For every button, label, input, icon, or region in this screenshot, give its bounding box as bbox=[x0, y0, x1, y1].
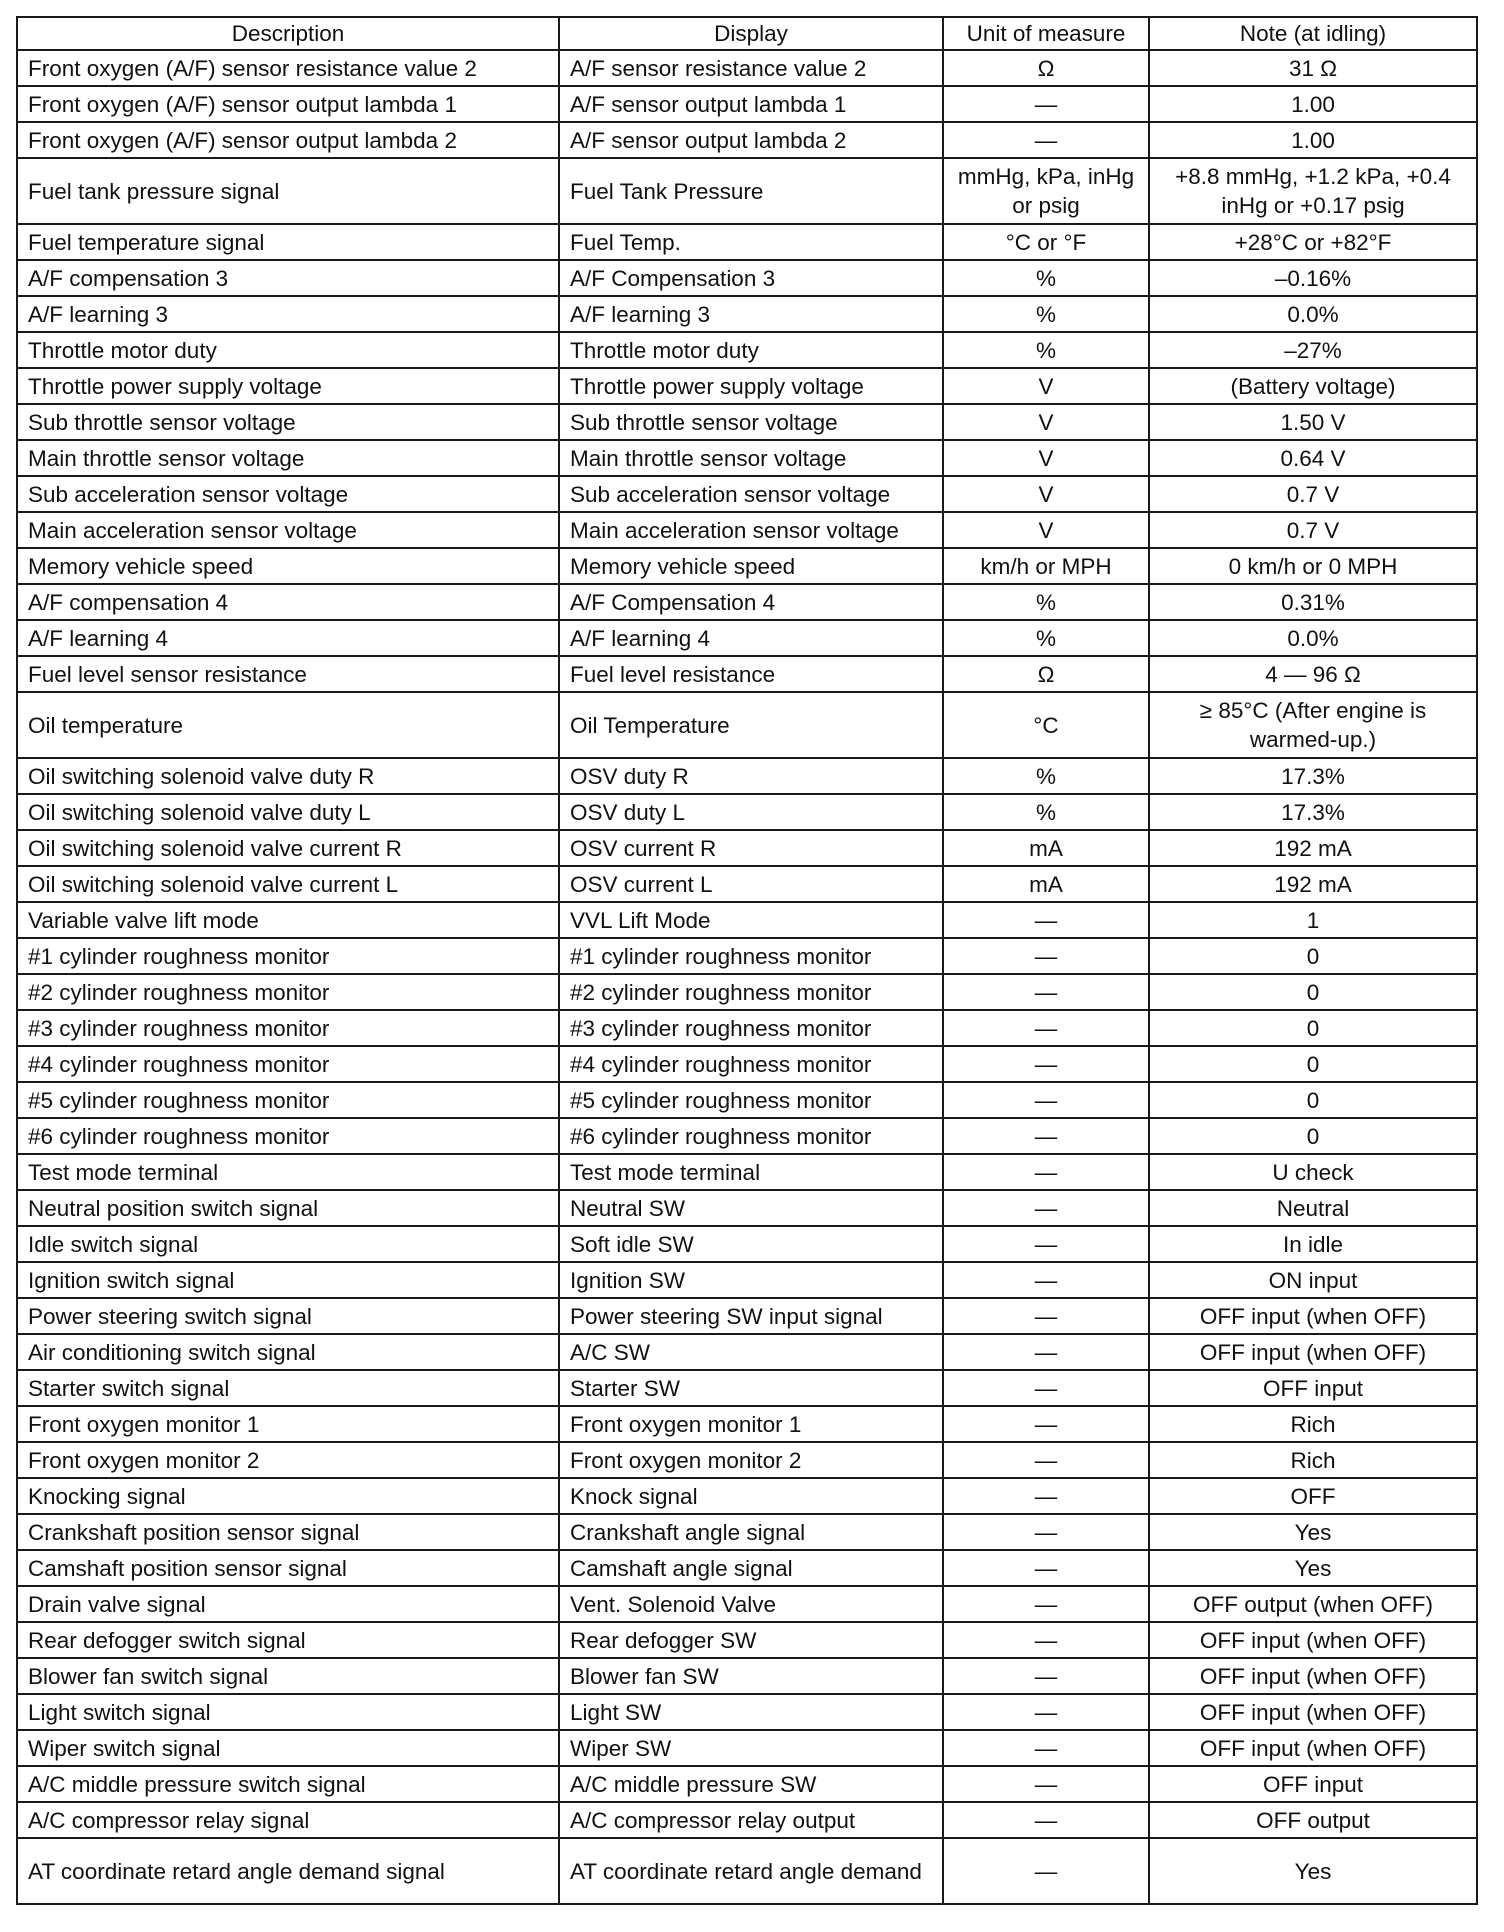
note-cell: OFF input bbox=[1149, 1766, 1477, 1802]
table-row bbox=[17, 1370, 1477, 1406]
display-cell: Camshaft angle signal bbox=[559, 1550, 943, 1586]
table-row bbox=[17, 122, 1477, 158]
table-row bbox=[17, 1730, 1477, 1766]
description-cell: A/F learning 4 bbox=[17, 620, 559, 656]
note-cell: 0 bbox=[1149, 1118, 1477, 1154]
unit-cell: V bbox=[943, 512, 1149, 548]
note-cell: –0.16% bbox=[1149, 260, 1477, 296]
note-cell: 31 Ω bbox=[1149, 50, 1477, 86]
description-cell: Sub acceleration sensor voltage bbox=[17, 476, 559, 512]
display-cell: Sub acceleration sensor voltage bbox=[559, 476, 943, 512]
display-cell: Fuel Temp. bbox=[559, 224, 943, 260]
display-cell: A/F Compensation 3 bbox=[559, 260, 943, 296]
unit-cell: — bbox=[943, 1838, 1149, 1904]
note-cell: OFF bbox=[1149, 1478, 1477, 1514]
unit-cell: km/h or MPH bbox=[943, 548, 1149, 584]
display-cell: Neutral SW bbox=[559, 1190, 943, 1226]
unit-cell: — bbox=[943, 1514, 1149, 1550]
unit-cell: — bbox=[943, 974, 1149, 1010]
note-cell: 0.7 V bbox=[1149, 512, 1477, 548]
note-cell: 0 bbox=[1149, 974, 1477, 1010]
table-row bbox=[17, 296, 1477, 332]
description-cell: Fuel temperature signal bbox=[17, 224, 559, 260]
description-cell: Fuel tank pressure signal bbox=[17, 158, 559, 224]
display-cell: A/C middle pressure SW bbox=[559, 1766, 943, 1802]
table-row bbox=[17, 1514, 1477, 1550]
table-header-row bbox=[17, 17, 1477, 50]
unit-cell: — bbox=[943, 902, 1149, 938]
note-cell: Rich bbox=[1149, 1406, 1477, 1442]
display-cell: #3 cylinder roughness monitor bbox=[559, 1010, 943, 1046]
description-cell: #4 cylinder roughness monitor bbox=[17, 1046, 559, 1082]
unit-cell: — bbox=[943, 1442, 1149, 1478]
note-cell: In idle bbox=[1149, 1226, 1477, 1262]
note-cell: OFF input (when OFF) bbox=[1149, 1334, 1477, 1370]
table-row bbox=[17, 1406, 1477, 1442]
display-cell: A/F sensor output lambda 2 bbox=[559, 122, 943, 158]
display-cell: OSV duty R bbox=[559, 758, 943, 794]
note-cell: 192 mA bbox=[1149, 830, 1477, 866]
table-row bbox=[17, 1190, 1477, 1226]
description-cell: Air conditioning switch signal bbox=[17, 1334, 559, 1370]
unit-cell: — bbox=[943, 1262, 1149, 1298]
display-cell: Main throttle sensor voltage bbox=[559, 440, 943, 476]
table-row bbox=[17, 620, 1477, 656]
note-cell: 0.7 V bbox=[1149, 476, 1477, 512]
display-cell: OSV current R bbox=[559, 830, 943, 866]
table-row bbox=[17, 866, 1477, 902]
description-cell: A/F compensation 3 bbox=[17, 260, 559, 296]
note-cell: 0.0% bbox=[1149, 296, 1477, 332]
unit-cell: — bbox=[943, 1226, 1149, 1262]
unit-cell: % bbox=[943, 260, 1149, 296]
unit-cell: — bbox=[943, 1370, 1149, 1406]
unit-cell: % bbox=[943, 758, 1149, 794]
description-cell: Throttle power supply voltage bbox=[17, 368, 559, 404]
display-cell: Rear defogger SW bbox=[559, 1622, 943, 1658]
note-cell: Yes bbox=[1149, 1514, 1477, 1550]
unit-cell: — bbox=[943, 938, 1149, 974]
note-cell: 192 mA bbox=[1149, 866, 1477, 902]
description-cell: Light switch signal bbox=[17, 1694, 559, 1730]
description-cell: Front oxygen monitor 1 bbox=[17, 1406, 559, 1442]
display-cell: #5 cylinder roughness monitor bbox=[559, 1082, 943, 1118]
display-cell: A/F sensor resistance value 2 bbox=[559, 50, 943, 86]
description-cell: Neutral position switch signal bbox=[17, 1190, 559, 1226]
display-cell: OSV duty L bbox=[559, 794, 943, 830]
note-cell: OFF input (when OFF) bbox=[1149, 1298, 1477, 1334]
display-cell: Power steering SW input signal bbox=[559, 1298, 943, 1334]
description-cell: Oil switching solenoid valve current L bbox=[17, 866, 559, 902]
unit-cell: V bbox=[943, 440, 1149, 476]
display-cell: Front oxygen monitor 1 bbox=[559, 1406, 943, 1442]
table-row bbox=[17, 260, 1477, 296]
description-cell: Blower fan switch signal bbox=[17, 1658, 559, 1694]
table-row bbox=[17, 158, 1477, 224]
note-cell: +8.8 mmHg, +1.2 kPa, +0.4 inHg or +0.17 psig bbox=[1149, 158, 1477, 224]
table-row bbox=[17, 1838, 1477, 1904]
description-cell: #3 cylinder roughness monitor bbox=[17, 1010, 559, 1046]
table-row bbox=[17, 1550, 1477, 1586]
note-cell: OFF input (when OFF) bbox=[1149, 1730, 1477, 1766]
note-cell: (Battery voltage) bbox=[1149, 368, 1477, 404]
table-row bbox=[17, 1046, 1477, 1082]
header-display: Display bbox=[559, 17, 943, 50]
unit-cell: % bbox=[943, 332, 1149, 368]
unit-cell: — bbox=[943, 1334, 1149, 1370]
note-cell: 0.64 V bbox=[1149, 440, 1477, 476]
display-cell: Throttle motor duty bbox=[559, 332, 943, 368]
table-row bbox=[17, 476, 1477, 512]
note-cell: U check bbox=[1149, 1154, 1477, 1190]
description-cell: Oil switching solenoid valve duty R bbox=[17, 758, 559, 794]
table-row bbox=[17, 224, 1477, 260]
description-cell: Main acceleration sensor voltage bbox=[17, 512, 559, 548]
note-cell: Neutral bbox=[1149, 1190, 1477, 1226]
table-row bbox=[17, 368, 1477, 404]
display-cell: VVL Lift Mode bbox=[559, 902, 943, 938]
display-cell: Soft idle SW bbox=[559, 1226, 943, 1262]
display-cell: Oil Temperature bbox=[559, 692, 943, 758]
display-cell: Front oxygen monitor 2 bbox=[559, 1442, 943, 1478]
table-row bbox=[17, 938, 1477, 974]
display-cell: #4 cylinder roughness monitor bbox=[559, 1046, 943, 1082]
table-row bbox=[17, 1226, 1477, 1262]
note-cell: 0.0% bbox=[1149, 620, 1477, 656]
description-cell: Ignition switch signal bbox=[17, 1262, 559, 1298]
unit-cell: — bbox=[943, 1730, 1149, 1766]
note-cell: 0 bbox=[1149, 1046, 1477, 1082]
unit-cell: °C or °F bbox=[943, 224, 1149, 260]
description-cell: A/C middle pressure switch signal bbox=[17, 1766, 559, 1802]
header-note: Note (at idling) bbox=[1149, 17, 1477, 50]
unit-cell: % bbox=[943, 620, 1149, 656]
table-row bbox=[17, 1766, 1477, 1802]
note-cell: 1.00 bbox=[1149, 122, 1477, 158]
table-row bbox=[17, 758, 1477, 794]
description-cell: AT coordinate retard angle demand signal bbox=[17, 1838, 559, 1904]
note-cell: 1.00 bbox=[1149, 86, 1477, 122]
unit-cell: — bbox=[943, 1082, 1149, 1118]
description-cell: Knocking signal bbox=[17, 1478, 559, 1514]
unit-cell: — bbox=[943, 1010, 1149, 1046]
description-cell: Oil switching solenoid valve current R bbox=[17, 830, 559, 866]
unit-cell: V bbox=[943, 476, 1149, 512]
table-row bbox=[17, 440, 1477, 476]
unit-cell: mmHg, kPa, inHg or psig bbox=[943, 158, 1149, 224]
description-cell: #2 cylinder roughness monitor bbox=[17, 974, 559, 1010]
display-cell: A/F Compensation 4 bbox=[559, 584, 943, 620]
display-cell: Test mode terminal bbox=[559, 1154, 943, 1190]
data-table-container bbox=[16, 16, 1476, 1905]
table-row bbox=[17, 656, 1477, 692]
unit-cell: — bbox=[943, 1802, 1149, 1838]
note-cell: OFF input (when OFF) bbox=[1149, 1622, 1477, 1658]
display-cell: AT coordinate retard angle demand bbox=[559, 1838, 943, 1904]
unit-cell: — bbox=[943, 1586, 1149, 1622]
unit-cell: — bbox=[943, 86, 1149, 122]
unit-cell: % bbox=[943, 794, 1149, 830]
table-row bbox=[17, 584, 1477, 620]
table-body bbox=[17, 50, 1477, 1904]
display-cell: Blower fan SW bbox=[559, 1658, 943, 1694]
description-cell: Drain valve signal bbox=[17, 1586, 559, 1622]
description-cell: Front oxygen (A/F) sensor output lambda 2 bbox=[17, 122, 559, 158]
table-row bbox=[17, 1298, 1477, 1334]
description-cell: #1 cylinder roughness monitor bbox=[17, 938, 559, 974]
display-cell: Vent. Solenoid Valve bbox=[559, 1586, 943, 1622]
description-cell: Idle switch signal bbox=[17, 1226, 559, 1262]
display-cell: Throttle power supply voltage bbox=[559, 368, 943, 404]
table-row bbox=[17, 1586, 1477, 1622]
display-cell: Light SW bbox=[559, 1694, 943, 1730]
description-cell: Sub throttle sensor voltage bbox=[17, 404, 559, 440]
display-cell: #1 cylinder roughness monitor bbox=[559, 938, 943, 974]
unit-cell: Ω bbox=[943, 50, 1149, 86]
table-row bbox=[17, 332, 1477, 368]
table-row bbox=[17, 1802, 1477, 1838]
unit-cell: — bbox=[943, 1550, 1149, 1586]
description-cell: Memory vehicle speed bbox=[17, 548, 559, 584]
description-cell: Fuel level sensor resistance bbox=[17, 656, 559, 692]
table-row bbox=[17, 548, 1477, 584]
table-row bbox=[17, 404, 1477, 440]
description-cell: Front oxygen (A/F) sensor resistance value 2 bbox=[17, 50, 559, 86]
description-cell: Test mode terminal bbox=[17, 1154, 559, 1190]
unit-cell: — bbox=[943, 1046, 1149, 1082]
table-row bbox=[17, 1478, 1477, 1514]
description-cell: Throttle motor duty bbox=[17, 332, 559, 368]
header-unit: Unit of measure bbox=[943, 17, 1149, 50]
unit-cell: — bbox=[943, 1190, 1149, 1226]
note-cell: OFF output (when OFF) bbox=[1149, 1586, 1477, 1622]
note-cell: 0.31% bbox=[1149, 584, 1477, 620]
display-cell: Fuel level resistance bbox=[559, 656, 943, 692]
unit-cell: — bbox=[943, 122, 1149, 158]
description-cell: Variable valve lift mode bbox=[17, 902, 559, 938]
note-cell: OFF output bbox=[1149, 1802, 1477, 1838]
description-cell: Rear defogger switch signal bbox=[17, 1622, 559, 1658]
unit-cell: V bbox=[943, 368, 1149, 404]
display-cell: A/F learning 3 bbox=[559, 296, 943, 332]
note-cell: 4 — 96 Ω bbox=[1149, 656, 1477, 692]
description-cell: Oil temperature bbox=[17, 692, 559, 758]
unit-cell: % bbox=[943, 584, 1149, 620]
note-cell: 0 bbox=[1149, 1082, 1477, 1118]
unit-cell: — bbox=[943, 1622, 1149, 1658]
display-cell: A/C compressor relay output bbox=[559, 1802, 943, 1838]
table-row bbox=[17, 512, 1477, 548]
unit-cell: % bbox=[943, 296, 1149, 332]
note-cell: ≥ 85°C (After engine is warmed-up.) bbox=[1149, 692, 1477, 758]
header-description: Description bbox=[17, 17, 559, 50]
description-cell: Starter switch signal bbox=[17, 1370, 559, 1406]
note-cell: –27% bbox=[1149, 332, 1477, 368]
unit-cell: — bbox=[943, 1154, 1149, 1190]
table-row bbox=[17, 1154, 1477, 1190]
description-cell: A/F learning 3 bbox=[17, 296, 559, 332]
note-cell: 17.3% bbox=[1149, 794, 1477, 830]
display-cell: Fuel Tank Pressure bbox=[559, 158, 943, 224]
note-cell: OFF input (when OFF) bbox=[1149, 1658, 1477, 1694]
unit-cell: — bbox=[943, 1406, 1149, 1442]
display-cell: A/C SW bbox=[559, 1334, 943, 1370]
table-row bbox=[17, 974, 1477, 1010]
table-row bbox=[17, 1262, 1477, 1298]
table-row bbox=[17, 1442, 1477, 1478]
unit-cell: V bbox=[943, 404, 1149, 440]
unit-cell: °C bbox=[943, 692, 1149, 758]
unit-cell: Ω bbox=[943, 656, 1149, 692]
display-cell: Knock signal bbox=[559, 1478, 943, 1514]
table-row bbox=[17, 692, 1477, 758]
table-row bbox=[17, 1334, 1477, 1370]
unit-cell: — bbox=[943, 1766, 1149, 1802]
display-cell: Main acceleration sensor voltage bbox=[559, 512, 943, 548]
display-cell: Crankshaft angle signal bbox=[559, 1514, 943, 1550]
table-row bbox=[17, 830, 1477, 866]
description-cell: A/C compressor relay signal bbox=[17, 1802, 559, 1838]
description-cell: Oil switching solenoid valve duty L bbox=[17, 794, 559, 830]
display-cell: #6 cylinder roughness monitor bbox=[559, 1118, 943, 1154]
unit-cell: — bbox=[943, 1658, 1149, 1694]
note-cell: OFF input bbox=[1149, 1370, 1477, 1406]
unit-cell: — bbox=[943, 1694, 1149, 1730]
description-cell: Camshaft position sensor signal bbox=[17, 1550, 559, 1586]
note-cell: OFF input (when OFF) bbox=[1149, 1694, 1477, 1730]
note-cell: Yes bbox=[1149, 1838, 1477, 1904]
note-cell: 0 bbox=[1149, 938, 1477, 974]
table-row bbox=[17, 902, 1477, 938]
note-cell: ON input bbox=[1149, 1262, 1477, 1298]
note-cell: Yes bbox=[1149, 1550, 1477, 1586]
unit-cell: mA bbox=[943, 866, 1149, 902]
table-row bbox=[17, 1694, 1477, 1730]
table-row bbox=[17, 1082, 1477, 1118]
display-cell: Memory vehicle speed bbox=[559, 548, 943, 584]
display-cell: Wiper SW bbox=[559, 1730, 943, 1766]
description-cell: Wiper switch signal bbox=[17, 1730, 559, 1766]
note-cell: 1 bbox=[1149, 902, 1477, 938]
description-cell: Front oxygen monitor 2 bbox=[17, 1442, 559, 1478]
table-row bbox=[17, 794, 1477, 830]
description-cell: A/F compensation 4 bbox=[17, 584, 559, 620]
note-cell: 0 km/h or 0 MPH bbox=[1149, 548, 1477, 584]
table-row bbox=[17, 1658, 1477, 1694]
unit-cell: — bbox=[943, 1118, 1149, 1154]
description-cell: #6 cylinder roughness monitor bbox=[17, 1118, 559, 1154]
table-row bbox=[17, 1622, 1477, 1658]
display-cell: #2 cylinder roughness monitor bbox=[559, 974, 943, 1010]
description-cell: Crankshaft position sensor signal bbox=[17, 1514, 559, 1550]
monitor-data-table bbox=[16, 16, 1478, 1905]
table-row bbox=[17, 50, 1477, 86]
display-cell: Starter SW bbox=[559, 1370, 943, 1406]
note-cell: +28°C or +82°F bbox=[1149, 224, 1477, 260]
display-cell: OSV current L bbox=[559, 866, 943, 902]
table-row bbox=[17, 1118, 1477, 1154]
display-cell: A/F learning 4 bbox=[559, 620, 943, 656]
description-cell: #5 cylinder roughness monitor bbox=[17, 1082, 559, 1118]
description-cell: Front oxygen (A/F) sensor output lambda 1 bbox=[17, 86, 559, 122]
description-cell: Power steering switch signal bbox=[17, 1298, 559, 1334]
display-cell: A/F sensor output lambda 1 bbox=[559, 86, 943, 122]
unit-cell: — bbox=[943, 1478, 1149, 1514]
display-cell: Ignition SW bbox=[559, 1262, 943, 1298]
description-cell: Main throttle sensor voltage bbox=[17, 440, 559, 476]
note-cell: 0 bbox=[1149, 1010, 1477, 1046]
display-cell: Sub throttle sensor voltage bbox=[559, 404, 943, 440]
note-cell: Rich bbox=[1149, 1442, 1477, 1478]
table-row bbox=[17, 86, 1477, 122]
table-row bbox=[17, 1010, 1477, 1046]
note-cell: 17.3% bbox=[1149, 758, 1477, 794]
unit-cell: — bbox=[943, 1298, 1149, 1334]
note-cell: 1.50 V bbox=[1149, 404, 1477, 440]
unit-cell: mA bbox=[943, 830, 1149, 866]
